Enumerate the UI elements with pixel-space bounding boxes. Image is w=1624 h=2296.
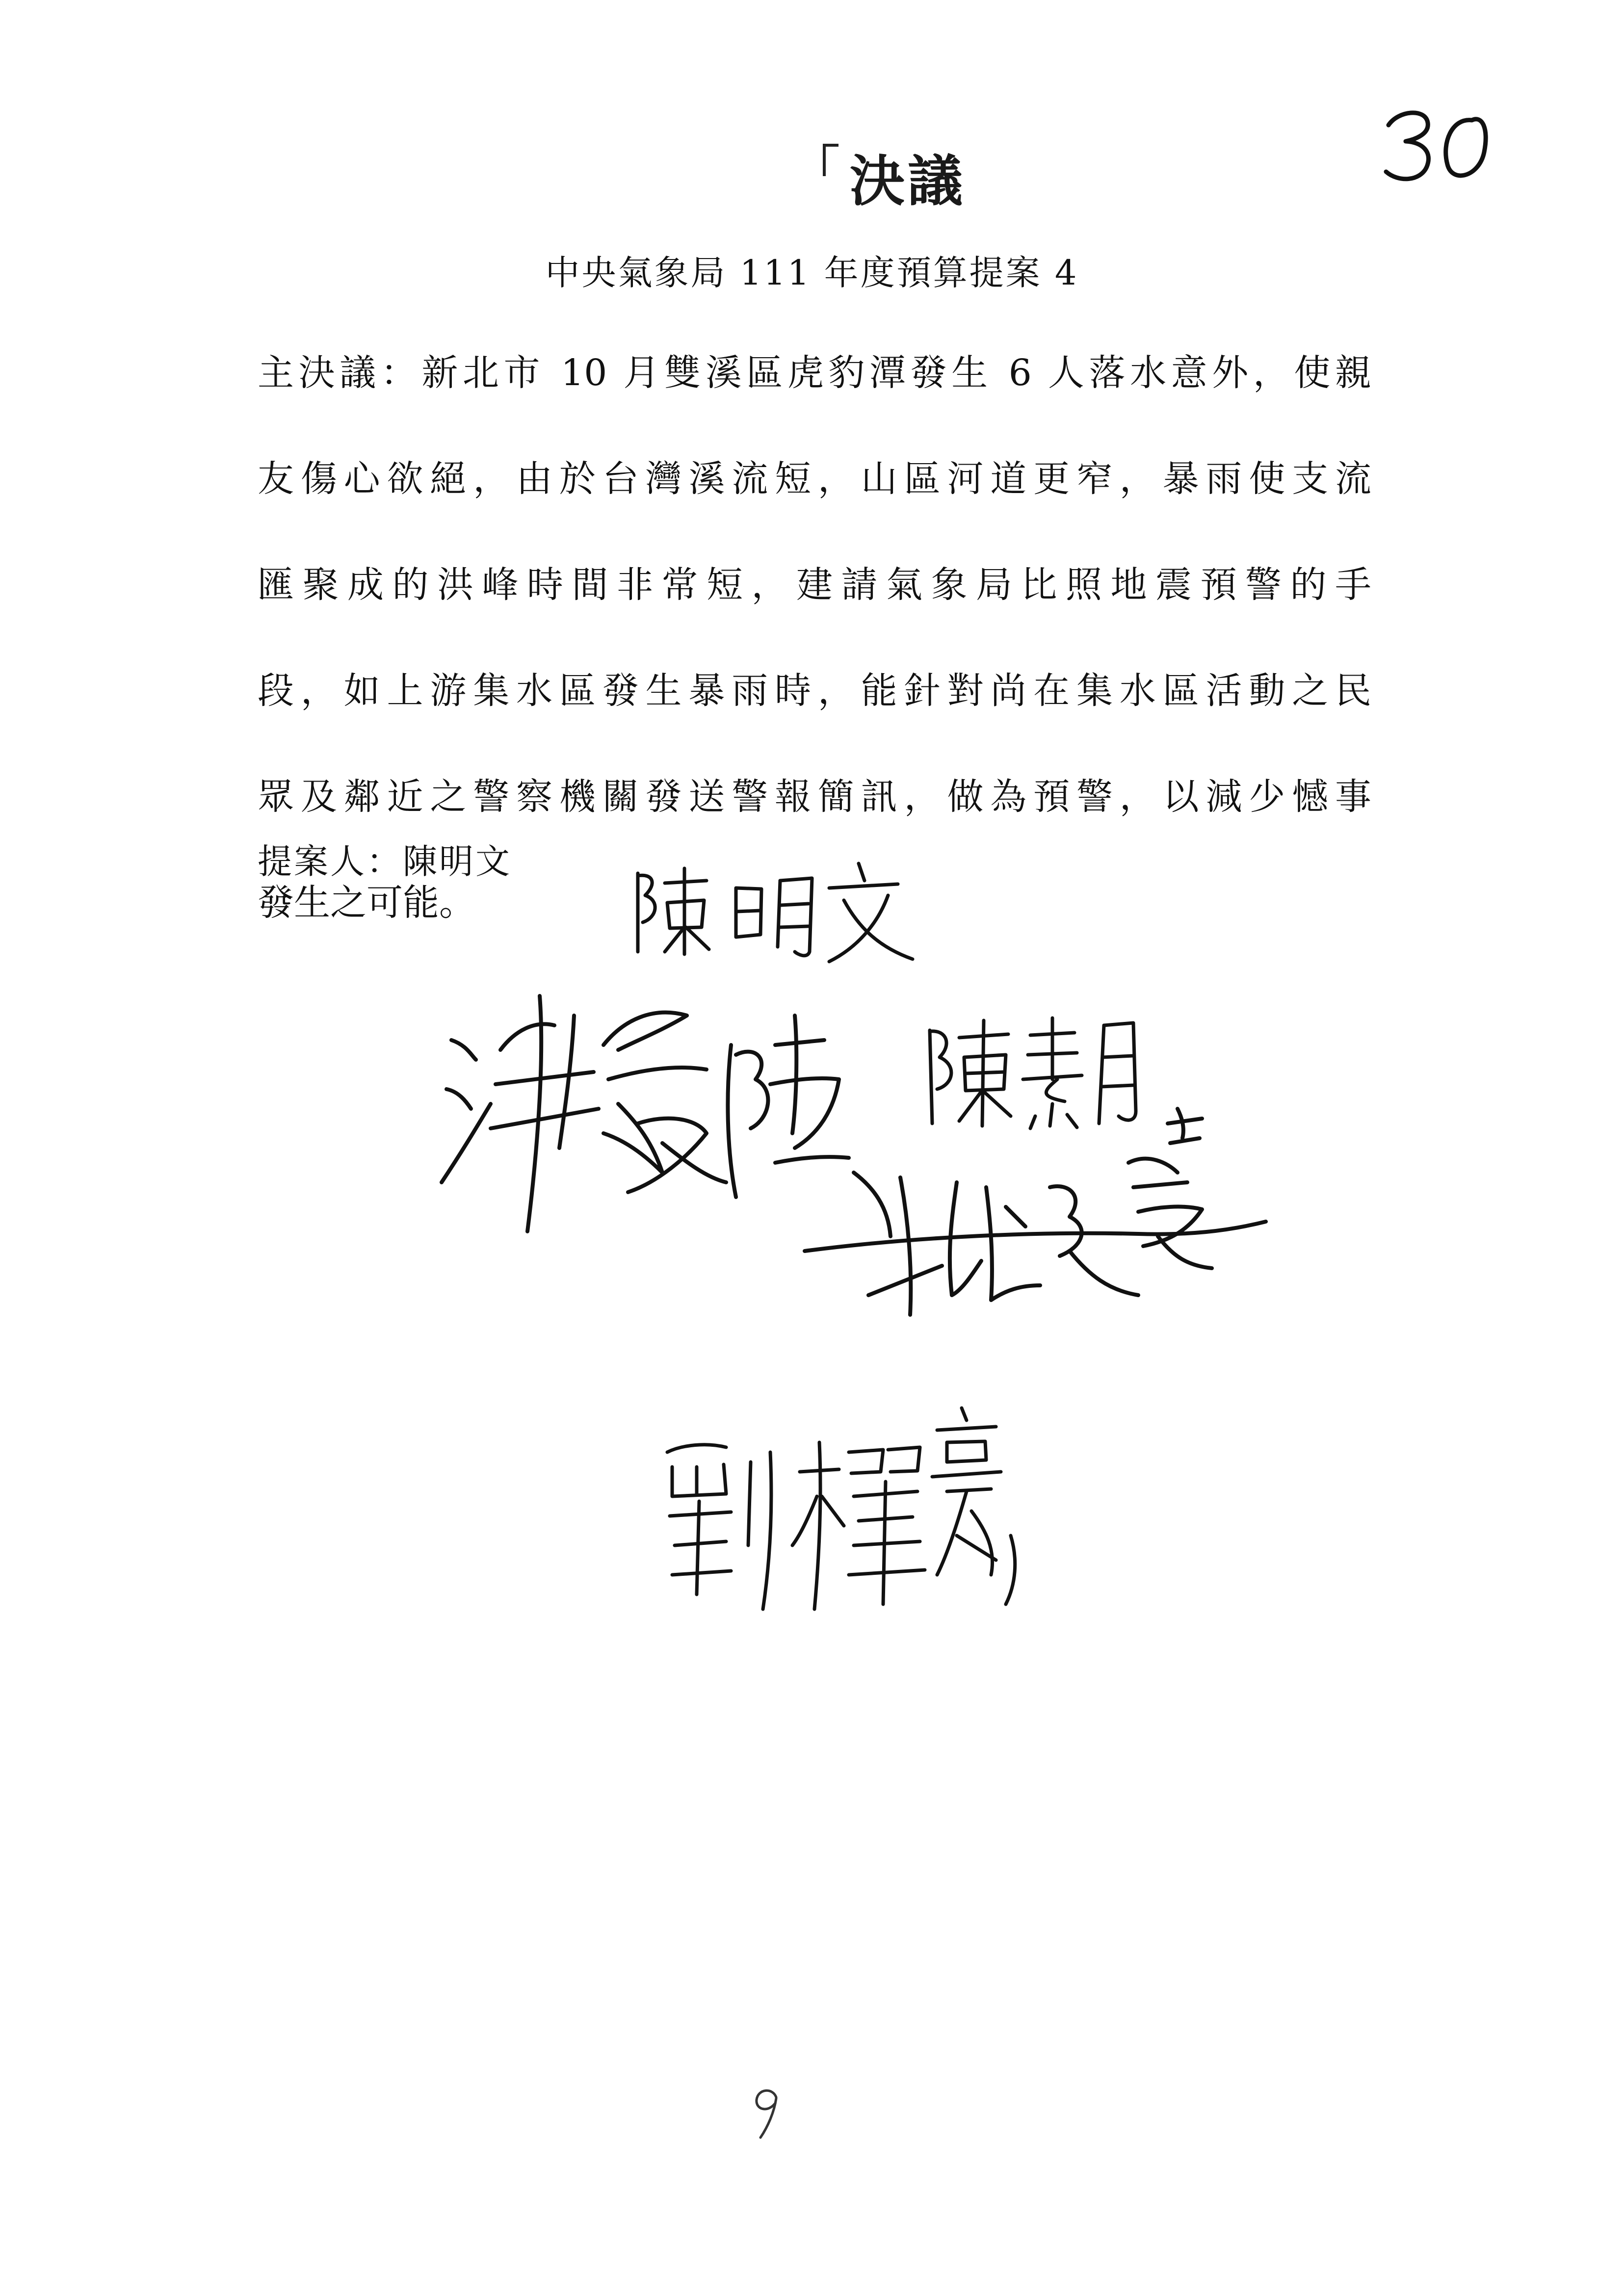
resolution-line: 段，如上游集水區發生暴雨時，能針對尚在集水區活動之民	[258, 670, 1371, 712]
resolution-line: 友傷心欲絕，由於台灣溪流短，山區河道更窄，暴雨使支流	[258, 458, 1371, 500]
resolution-line: 發生之可能。	[258, 882, 475, 924]
resolution-line: 眾及鄰近之警察機關發送警報簡訊，做為預警，以減少憾事	[258, 776, 1371, 818]
resolution-heading-stamp	[822, 140, 994, 213]
signature-chen-ming-wen	[623, 854, 917, 966]
handwritten-9-drawing	[746, 2083, 790, 2141]
proposer-label: 提案人：陳明文	[258, 841, 512, 882]
signature-liu-chao-hao	[653, 1398, 1045, 1614]
heading-text: 決議	[850, 149, 966, 213]
resolution-line: 主決議：新北市 10 月雙溪區虎豹潭發生 6 人落水意外，使親	[258, 352, 1371, 394]
handwritten-page-number	[1379, 98, 1506, 193]
stamp-bracket-mark	[823, 144, 838, 176]
handwritten-footer-page-number	[746, 2083, 790, 2143]
proposal-subtitle: 中央氣象局 111 年度預算提案 4	[545, 253, 1079, 293]
handwritten-30-drawing	[1379, 98, 1506, 191]
signature-lin-chun-hsien	[795, 1089, 1285, 1334]
resolution-line: 匯聚成的洪峰時間非常短，建請氣象局比照地震預警的手	[258, 564, 1371, 606]
